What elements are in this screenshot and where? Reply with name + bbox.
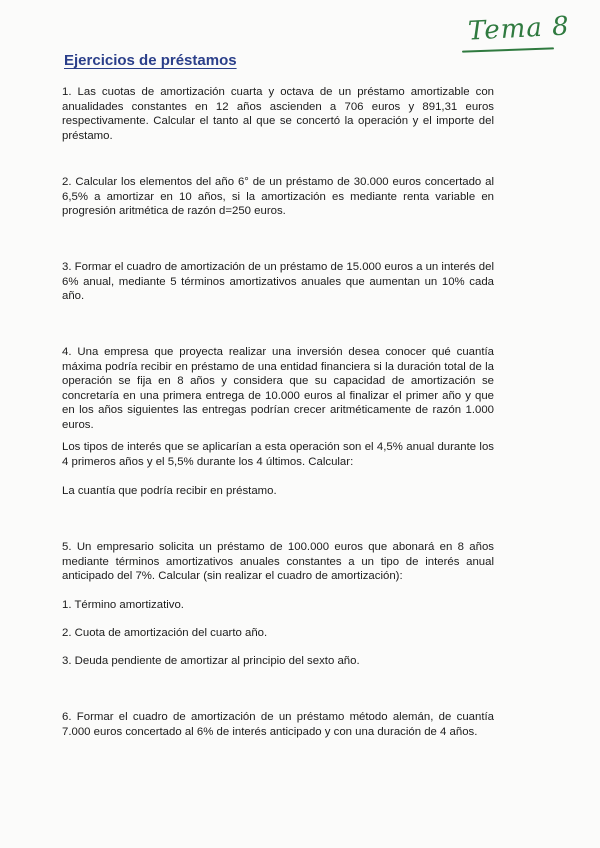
exercise-4: 4. Una empresa que proyecta realizar una inversión desea conocer qué cuantía máxima podría recibir en préstamo de una entidad financiera si la duración total de la operación se fija en 8 años y considera que su capacidad de amortización se concretaría en una primera entrega de 10.000 euros al finalizar el primer año y que en los años siguientes las entregas podrían crecer aritméticamente de razón 1.000 euros. — [62, 346, 494, 431]
exercise-5-item-2: 2. Cuota de amortización del cuarto año. — [62, 627, 268, 639]
handwritten-underline — [462, 47, 554, 52]
page-title: Ejercicios de préstamos — [64, 52, 237, 69]
exercise-5: 5. Un empresario solicita un préstamo de 100.000 euros que abonará en 8 años mediante términos amortizativos anuales constantes a un tipo de interés anual anticipado del 7%. Calcular (sin realizar el cuadro de amortización): — [62, 541, 494, 583]
exercise-1: 1. Las cuotas de amortización cuarta y octava de un préstamo amortizable con anualidades constantes en 12 años ascienden a 706 euros y 891,31 euros respectivamente. Calcular el tanto al que se concertó la operación y el importe del préstamo. — [62, 86, 494, 142]
handwritten-topic-note: Tema 8 — [467, 11, 571, 47]
exercise-5-item-3: 3. Deuda pendiente de amortizar al principio del sexto año. — [62, 655, 360, 667]
exercise-5-item-1: 1. Término amortizativo. — [62, 599, 184, 611]
exercise-3: 3. Formar el cuadro de amortización de un préstamo de 15.000 euros a un interés del 6% anual, mediante 5 términos amortizativos anuales que aumentan un 10% cada año. — [62, 261, 494, 303]
exercise-6: 6. Formar el cuadro de amortización de un préstamo método alemán, de cuantía 7.000 euros concertado al 6% de interés anticipado y con una duración de 4 años. — [62, 711, 494, 738]
exercise-4-rates: Los tipos de interés que se aplicarían a esta operación son el 4,5% anual durante los 4 primeros años y el 5,5% durante los 4 últimos. Calcular: — [62, 441, 494, 468]
exercise-4-question: La cuantía que podría recibir en préstamo. — [62, 485, 277, 497]
exercise-2: 2. Calcular los elementos del año 6° de un préstamo de 30.000 euros concertado al 6,5% a amortizar en 10 años, si la amortización es mediante renta variable en progresión aritmética de razón d=250 euros. — [62, 176, 494, 218]
